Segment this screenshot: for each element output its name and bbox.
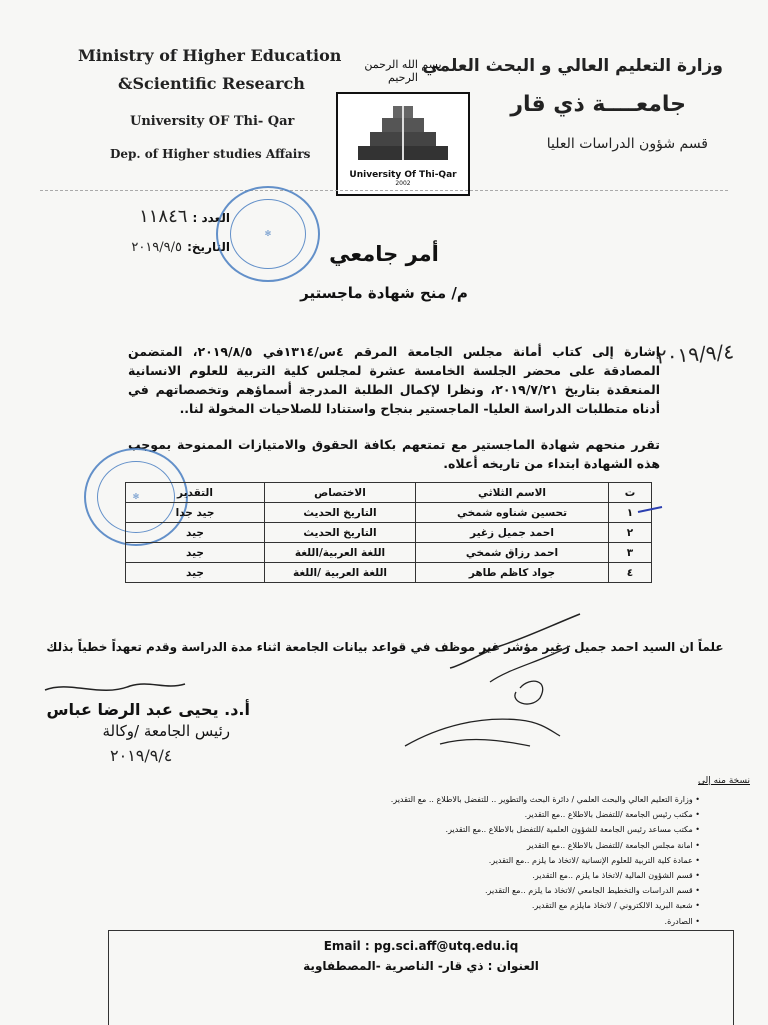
- grade: جيد جدا: [126, 503, 265, 523]
- university-name-ar: جامعــــة ذي قار: [510, 92, 686, 117]
- specialty: اللغة العربية /اللغة: [265, 563, 416, 583]
- list-item: • عمادة كلية التربية للعلوم الإنسانية /لاتخاذ ما يلزم ..مع التقدير.: [300, 853, 700, 868]
- grade: جيد: [126, 543, 265, 563]
- copies-list: [300, 792, 700, 929]
- logo-year: 2002: [395, 180, 411, 187]
- graduates-table: [125, 482, 652, 583]
- signatory-title: رئيس الجامعة /وكالة: [102, 722, 230, 740]
- list-item: • قسم الدراسات والتخطيط الجامعي /لاتخاذ ما يلزم ..مع التقدير.: [300, 883, 700, 898]
- signatory-name: أ.د. يحيى عبد الرضا عباس: [46, 700, 250, 719]
- specialty: اللغة العربية/اللغة: [265, 543, 416, 563]
- ziggurat-icon: [338, 94, 468, 166]
- header-divider: [40, 190, 728, 191]
- pen-tick-mark: [636, 504, 666, 516]
- footer-box: [108, 930, 734, 1025]
- student-name: جواد كاظم طاهر: [416, 563, 609, 583]
- table-header-row: [126, 483, 652, 503]
- table-row: [126, 563, 652, 583]
- row-number: ١: [609, 503, 652, 523]
- body-paragraph-1: إشارة إلى كتاب أمانة مجلس الجامعة المرقم ٤س/١٣١٤في ٢٠١٩/٨/٥، المتضمن المصادقة على محضر الجلسة الخامسة عشرة لمجلس كلية التربية للعلوم الانسانية المنعقدة بتاريخ ٢٠١٩/٧/٢١، ونظرا لإكمال الطلبة المدرجة أسماؤهم وتخصصاتهم في أدناه متطلبات الدراسة العليا- الماجستير بنجاح واستنادا للصلاحيات المخولة لنا..: [128, 344, 661, 416]
- office-stamp-middle: ✻: [84, 448, 188, 546]
- list-item: • مكتب رئيس الجامعة /للتفضل بالاطلاع ..مع التقدير.: [300, 807, 700, 822]
- ministry-name-en: Ministry of Higher Education: [78, 46, 342, 65]
- list-item: • وزارة التعليم العالي والبحث العلمي / دائرة البحث والتطوير .. للتفضل بالاطلاع .. مع التقدير.: [300, 792, 700, 807]
- footer-email: Email : pg.sci.aff@utq.edu.iq: [323, 939, 519, 953]
- basmala: بسم الله الرحمن الرحيم: [364, 58, 442, 84]
- university-logo: [336, 92, 470, 196]
- row-number: ٢: [609, 523, 652, 543]
- row-number: ٤: [609, 563, 652, 583]
- table-row: [126, 523, 652, 543]
- secondary-signature: [400, 706, 570, 756]
- col-header-specialty: الاختصاص: [265, 483, 416, 503]
- col-header-name: الاسم الثلاثي: [416, 483, 609, 503]
- table-row: [126, 543, 652, 563]
- table-row: [126, 503, 652, 523]
- reference-date-value: ٢٠١٩/٩/٥: [131, 240, 183, 255]
- signature-date: ٢٠١٩/٩/٤: [110, 746, 173, 765]
- list-item: • الصادرة.: [300, 914, 700, 929]
- handwritten-margin-note: ٢٠١٩/٩/٤: [655, 339, 735, 369]
- student-name: احمد جميل زغير: [416, 523, 609, 543]
- ministry-dept-en: &Scientific Research: [118, 74, 305, 93]
- signature-scribble: [40, 672, 190, 702]
- grade: جيد: [126, 523, 265, 543]
- reference-date-label: التاريخ:: [187, 240, 230, 254]
- document-title: أمر جامعي: [329, 242, 439, 266]
- col-header-number: ت: [609, 483, 652, 503]
- reference-number-label: العدد :: [192, 211, 230, 225]
- department-name-ar: قسم شؤون الدراسات العليا: [546, 136, 708, 152]
- list-item: • امانة مجلس الجامعة /للتفضل بالاطلاع ..مع التقدير: [300, 838, 700, 853]
- notice-text: علماً ان السيد احمد جميل زغير مؤشر غير موظف في قواعد بيانات الجامعة اثناء مدة الدراسة وقدم تعهداً خطياً بذلك: [46, 640, 724, 654]
- specialty: التاريخ الحديث: [265, 523, 416, 543]
- reference-number-value: ١١٨٤٦: [139, 206, 188, 227]
- document-subject: م/ منح شهادة ماجستير: [300, 284, 468, 302]
- footer-address: العنوان : ذي قار- الناصرية -المصطفاوية: [303, 959, 539, 973]
- row-number: ٣: [609, 543, 652, 563]
- list-item: • شعبة البريد الالكتروني / لاتخاذ مايلزم مع التقدير.: [300, 898, 700, 913]
- col-header-grade: التقدير: [126, 483, 265, 503]
- student-name: احمد رزاق شمخي: [416, 543, 609, 563]
- list-item: • قسم الشؤون المالية /لاتخاذ ما يلزم ..مع التقدير.: [300, 868, 700, 883]
- reference-number: [90, 206, 230, 227]
- grade: جيد: [126, 563, 265, 583]
- specialty: التاريخ الحديث: [265, 503, 416, 523]
- office-stamp-top: ✻: [216, 186, 320, 282]
- copies-heading: نسخة منه إلى: [698, 776, 750, 786]
- student-name: تحسين شناوه شمخي: [416, 503, 609, 523]
- university-name-en: University OF Thi- Qar: [130, 114, 295, 129]
- logo-caption: University Of Thi-Qar: [349, 170, 457, 180]
- body-paragraph-2: تقرر منحهم شهادة الماجستير مع تمتعهم بكافة الحقوق والامتيازات الممنوحة بموجب هذه الشهادة ابتداء من تاريخه أعلاه.: [128, 437, 660, 471]
- department-name-en: Dep. of Higher studies Affairs: [110, 147, 311, 161]
- list-item: • مكتب مساعد رئيس الجامعة للشؤون العلمية /للتفضل بالاطلاع ..مع التقدير.: [300, 822, 700, 837]
- handwritten-annotation: [430, 606, 600, 716]
- ministry-name-ar: وزارة التعليم العالي و البحث العلمي: [422, 56, 723, 76]
